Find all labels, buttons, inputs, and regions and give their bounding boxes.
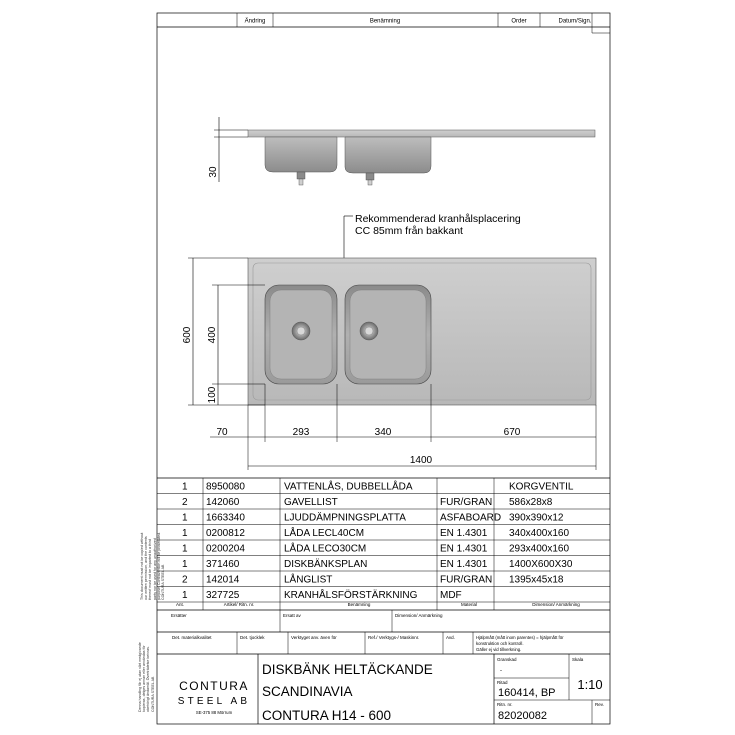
note-line1: Hjälpmått (mått inom parentes) = hjälpmått för	[476, 635, 564, 640]
granskad-value: -	[500, 668, 502, 674]
parts-material: EN 1.4301	[440, 543, 488, 555]
parts-name: KRANHÅLSFÖRSTÄRKNING	[284, 590, 418, 601]
section-bowl-right	[345, 137, 431, 173]
revision-header	[157, 13, 610, 33]
company-name-line1: CONTURA	[179, 679, 249, 693]
side-text-upper: This document must not be copied without our written permission, and the contents thereof must not be imparted to a third party nor be used for any unauthorized purpose. Contravention will be prosecuted. CONTURA STEEL AB	[140, 531, 166, 600]
dimension-anm-label: Dimension/ Anmärkning	[395, 613, 443, 618]
parts-dimension: 586x28x8	[509, 497, 553, 508]
parts-dimension: 1395x45x18	[509, 574, 564, 586]
parts-material: FUR/GRAN	[440, 574, 493, 586]
col-header-name: Benämning	[347, 602, 371, 607]
ritad-label: Ritad	[497, 680, 508, 685]
parts-row	[182, 542, 569, 555]
parts-name: LÅDA LECL40CM	[284, 528, 365, 539]
title-line3: CONTURA H14 - 600	[262, 708, 392, 723]
parts-qty: 1	[182, 590, 188, 601]
ersatt-av-label: Ersatt av	[283, 613, 301, 618]
ersatter-label: Ersätter	[171, 613, 187, 618]
parts-article: 0200812	[206, 528, 245, 539]
dim-left-margin: 70	[216, 427, 228, 438]
parts-dimension: 340x400x160	[509, 528, 570, 539]
col-header-article: Artikel/ Ritn. nr.	[223, 602, 255, 607]
rev-label: Rev.	[595, 702, 604, 707]
note-line2: konstruktion och kontroll.	[476, 641, 524, 646]
parts-article: 327725	[206, 590, 240, 601]
parts-qty: 2	[182, 574, 188, 586]
parts-article: 0200204	[206, 543, 245, 555]
info-block	[157, 610, 610, 654]
dim-total-width: 1400	[409, 455, 433, 466]
company-address: SE-375 88 Mörrum	[195, 710, 233, 715]
parts-row	[182, 497, 553, 508]
top-view	[182, 258, 596, 470]
dim-bowl-depth: 400	[207, 326, 218, 344]
andring-label: Ändring	[244, 18, 266, 25]
det-tjocklek-label: Det. tjocklek	[240, 635, 265, 640]
parts-name: GAVELLIST	[284, 497, 338, 508]
det-materialkvalitet-label: Det. materialkvalitet	[172, 635, 212, 640]
parts-row	[182, 588, 462, 601]
dim-bowl2-width: 340	[374, 427, 392, 438]
ref-verktyg-label: Ref./ Verktygs-/ Maskinnr.	[368, 635, 420, 640]
parts-name: LJUDDÄMPNINGSPLATTA	[284, 512, 406, 524]
parts-row	[182, 480, 574, 493]
dim-total-depth: 600	[182, 326, 193, 344]
parts-dimension: 1400X600X30	[509, 559, 573, 570]
company-name-line2: STEEL AB	[177, 696, 251, 707]
parts-material: FUR/GRAN	[440, 497, 493, 508]
section-bowl-left	[265, 137, 337, 172]
parts-qty: 1	[182, 481, 188, 493]
granskad-label: Granskad	[497, 657, 517, 662]
ritn-nr-value: 82020082	[498, 710, 547, 722]
annotation-line2: CC 85mm från bakkant	[355, 225, 463, 237]
title-block	[178, 654, 610, 724]
parts-dimension: 293x400x160	[509, 543, 570, 555]
parts-qty: 1	[182, 512, 188, 524]
parts-article: 142060	[206, 497, 240, 508]
parts-article: 371460	[206, 559, 240, 570]
skala-value: 1:10	[577, 677, 603, 692]
parts-row	[182, 558, 573, 570]
parts-name: LÅNGLIST	[284, 574, 333, 586]
parts-article: 142014	[206, 574, 240, 586]
dim-bowl-offset: 100	[207, 386, 218, 404]
side-view	[208, 117, 595, 185]
parts-qty: 2	[182, 497, 188, 508]
annotation-line1: Rekommenderad kranhålsplacering	[355, 213, 521, 225]
benamning-header-label: Benämning	[369, 18, 401, 25]
parts-row	[182, 573, 564, 586]
parts-dimension: 390x390x12	[509, 512, 564, 524]
ritn-nr-label: Ritn. nr.	[497, 702, 513, 707]
col-header-material: Material	[460, 602, 478, 607]
parts-qty: 1	[182, 528, 188, 539]
note-line3: Gäller ej vid tillverkning.	[476, 647, 522, 652]
parts-dimension: KORGVENTIL	[509, 481, 574, 493]
side-text-lower: Denna handling får ej utan vårt medgivande kopieras, delges annan eller användas för obehörigt ändamål. Överträdelse beivras. CONTURA STEEL AB	[138, 642, 155, 712]
skala-label: Skala	[572, 657, 584, 662]
parts-qty: 1	[182, 559, 188, 570]
title-line2: SCANDINAVIA	[262, 684, 353, 699]
parts-material: ASFABOARD	[440, 512, 502, 524]
parts-article: 8950080	[206, 481, 245, 493]
order-label: Order	[511, 18, 527, 25]
parts-row	[182, 512, 564, 524]
parts-material: EN 1.4301	[440, 528, 488, 539]
verktyget-anv-label: Verktyget anv. även för	[291, 635, 337, 640]
parts-name: LÅDA LECO30CM	[284, 543, 367, 555]
dim-bowl1-width: 293	[292, 427, 310, 438]
parts-list	[157, 478, 610, 610]
parts-row	[182, 526, 569, 539]
parts-qty: 1	[182, 543, 188, 555]
dim-drainer-width: 670	[503, 427, 521, 438]
col-header-qty: Ant.	[175, 602, 185, 607]
parts-name: DISKBÄNKSPLAN	[284, 559, 368, 570]
ritad-value: 160414, BP	[498, 687, 556, 699]
title-line1: DISKBÄNK HELTÄCKANDE	[262, 662, 433, 677]
datum-sign-label: Datum/Sign.	[558, 18, 592, 25]
avd-label: Avd.	[446, 635, 455, 640]
parts-article: 1663340	[206, 512, 245, 524]
col-header-dimension: Dimension/ Anmärkning	[532, 602, 580, 607]
parts-material: MDF	[440, 590, 462, 601]
parts-material: EN 1.4301	[440, 559, 488, 570]
dim-section-height: 30	[208, 166, 219, 178]
parts-name: VATTENLÅS, DUBBELLÅDA	[284, 481, 413, 493]
